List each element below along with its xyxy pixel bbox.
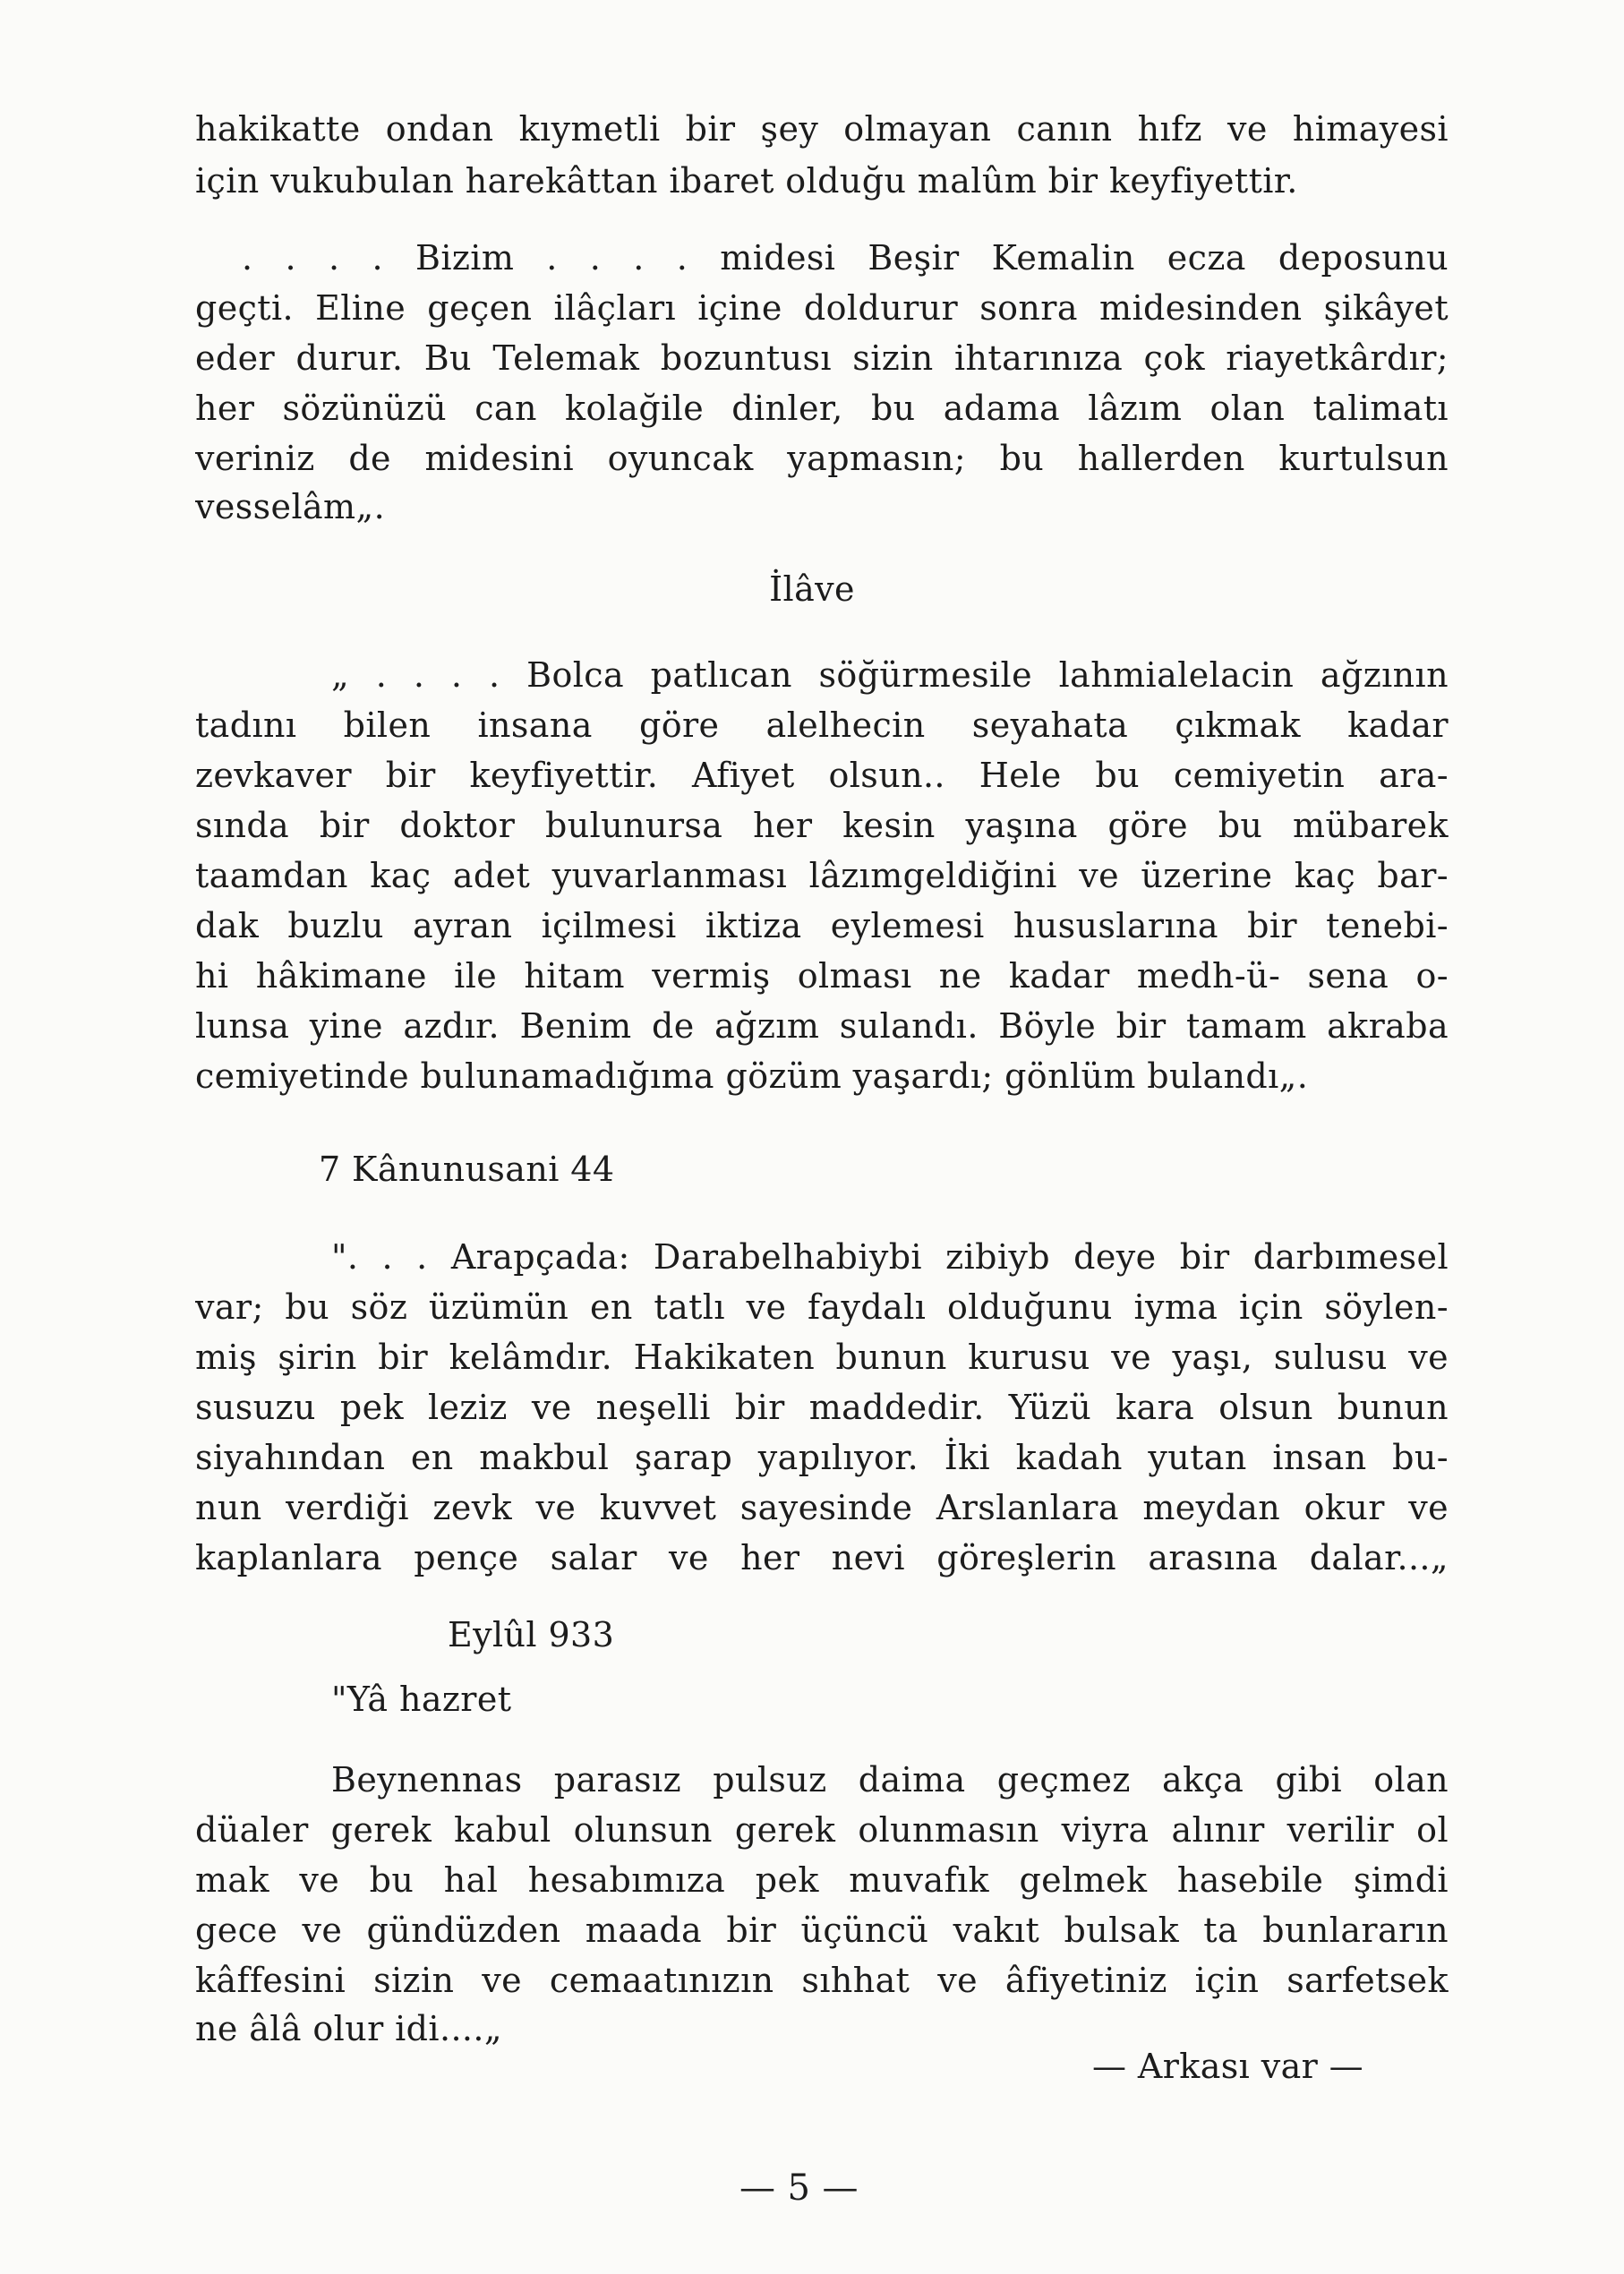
text-line: eder durur. Bu Telemak bozuntusı sizin ihtarınıza çok riayetkârdır;	[195, 338, 1449, 378]
text-line: mak ve bu hal hesabımıza pek muvafık gelmek hasebile şimdi	[195, 1860, 1449, 1900]
text-line: tadını bilen insana göre alelhecin seyahata çıkmak kadar	[195, 705, 1449, 745]
text-line: zevkaver bir keyfiyettir. Afiyet olsun.. Hele bu cemiyetin ara-	[195, 756, 1449, 795]
salutation: "Yâ hazret	[331, 1680, 512, 1719]
section-heading-date: 7 Kânunusani 44	[319, 1150, 615, 1189]
text-line: ne âlâ olur idi....„	[195, 2009, 502, 2048]
continued-note: — Arkası var —	[1092, 2047, 1364, 2086]
text-line: taamdan kaç adet yuvarlanması lâzımgeldiğini ve üzerine kaç bar-	[195, 856, 1449, 895]
text-line: hi hâkimane ile hitam vermiş olması ne kadar medh-ü- sena o-	[195, 956, 1449, 996]
text-line: susuzu pek leziz ve neşelli bir maddedir. Yüzü kara olsun bunun	[195, 1388, 1449, 1427]
text-line: ". . . Arapçada: Darabelhabiybi zibiyb deye bir darbımesel	[331, 1237, 1449, 1277]
section-heading-date: Eylûl 933	[448, 1615, 615, 1654]
text-line: Beynennas parasız pulsuz daima geçmez akça gibi olan	[331, 1760, 1449, 1800]
text-line: veriniz de midesini oyuncak yapmasın; bu hallerden kurtulsun	[195, 439, 1449, 478]
text-line: kaplanlara pençe salar ve her nevi göreşlerin arasına dalar...„	[195, 1538, 1449, 1577]
text-line: lunsa yine azdır. Benim de ağzım sulandı. Böyle bir tamam akraba	[195, 1006, 1449, 1046]
text-line: vesselâm„.	[195, 487, 386, 526]
section-heading-ilave: İlâve	[769, 569, 855, 609]
text-line: var; bu söz üzümün en tatlı ve faydalı olduğunu iyma için söylen-	[195, 1287, 1449, 1327]
text-line: geçti. Eline geçen ilâçları içine doldurur sonra midesinden şikâyet	[195, 288, 1449, 328]
text-line: hakikatte ondan kıymetli bir şey olmayan canın hıfz ve himayesi	[195, 109, 1449, 149]
text-line: dak buzlu ayran içilmesi iktiza eylemesi hususlarına bir tenebi-	[195, 906, 1449, 945]
text-line: kâffesini sizin ve cemaatınızın sıhhat ve âfiyetiniz için sarfetsek	[195, 1961, 1449, 2000]
text-line: „ . . . . Bolca patlıcan söğürmesile lahmialelacin ağzının	[331, 655, 1449, 695]
text-line: miş şirin bir kelâmdır. Hakikaten bunun kurusu ve yaşı, sulusu ve	[195, 1338, 1449, 1377]
text-line: cemiyetinde bulunamadığıma gözüm yaşardı; gönlüm bulandı„.	[195, 1056, 1309, 1096]
page-number: — 5 —	[739, 2167, 859, 2209]
text-line: siyahından en makbul şarap yapılıyor. İki kadah yutan insan bu-	[195, 1438, 1449, 1477]
text-line: nun verdiği zevk ve kuvvet sayesinde Arslanlara meydan okur ve	[195, 1488, 1449, 1527]
text-line: gece ve gündüzden maada bir üçüncü vakıt bulsak ta bunlararın	[195, 1911, 1449, 1950]
text-line: sında bir doktor bulunursa her kesin yaşına göre bu mübarek	[195, 806, 1449, 845]
text-line: her sözünüzü can kolağile dinler, bu adama lâzım olan talimatı	[195, 389, 1449, 428]
text-line: için vukubulan harekâttan ibaret olduğu malûm bir keyfiyettir.	[195, 161, 1298, 201]
text-line: . . . . Bizim . . . . midesi Beşir Kemalin ecza deposunu	[242, 238, 1449, 278]
text-line: düaler gerek kabul olunsun gerek olunmasın viyra alınır verilir ol	[195, 1810, 1449, 1850]
